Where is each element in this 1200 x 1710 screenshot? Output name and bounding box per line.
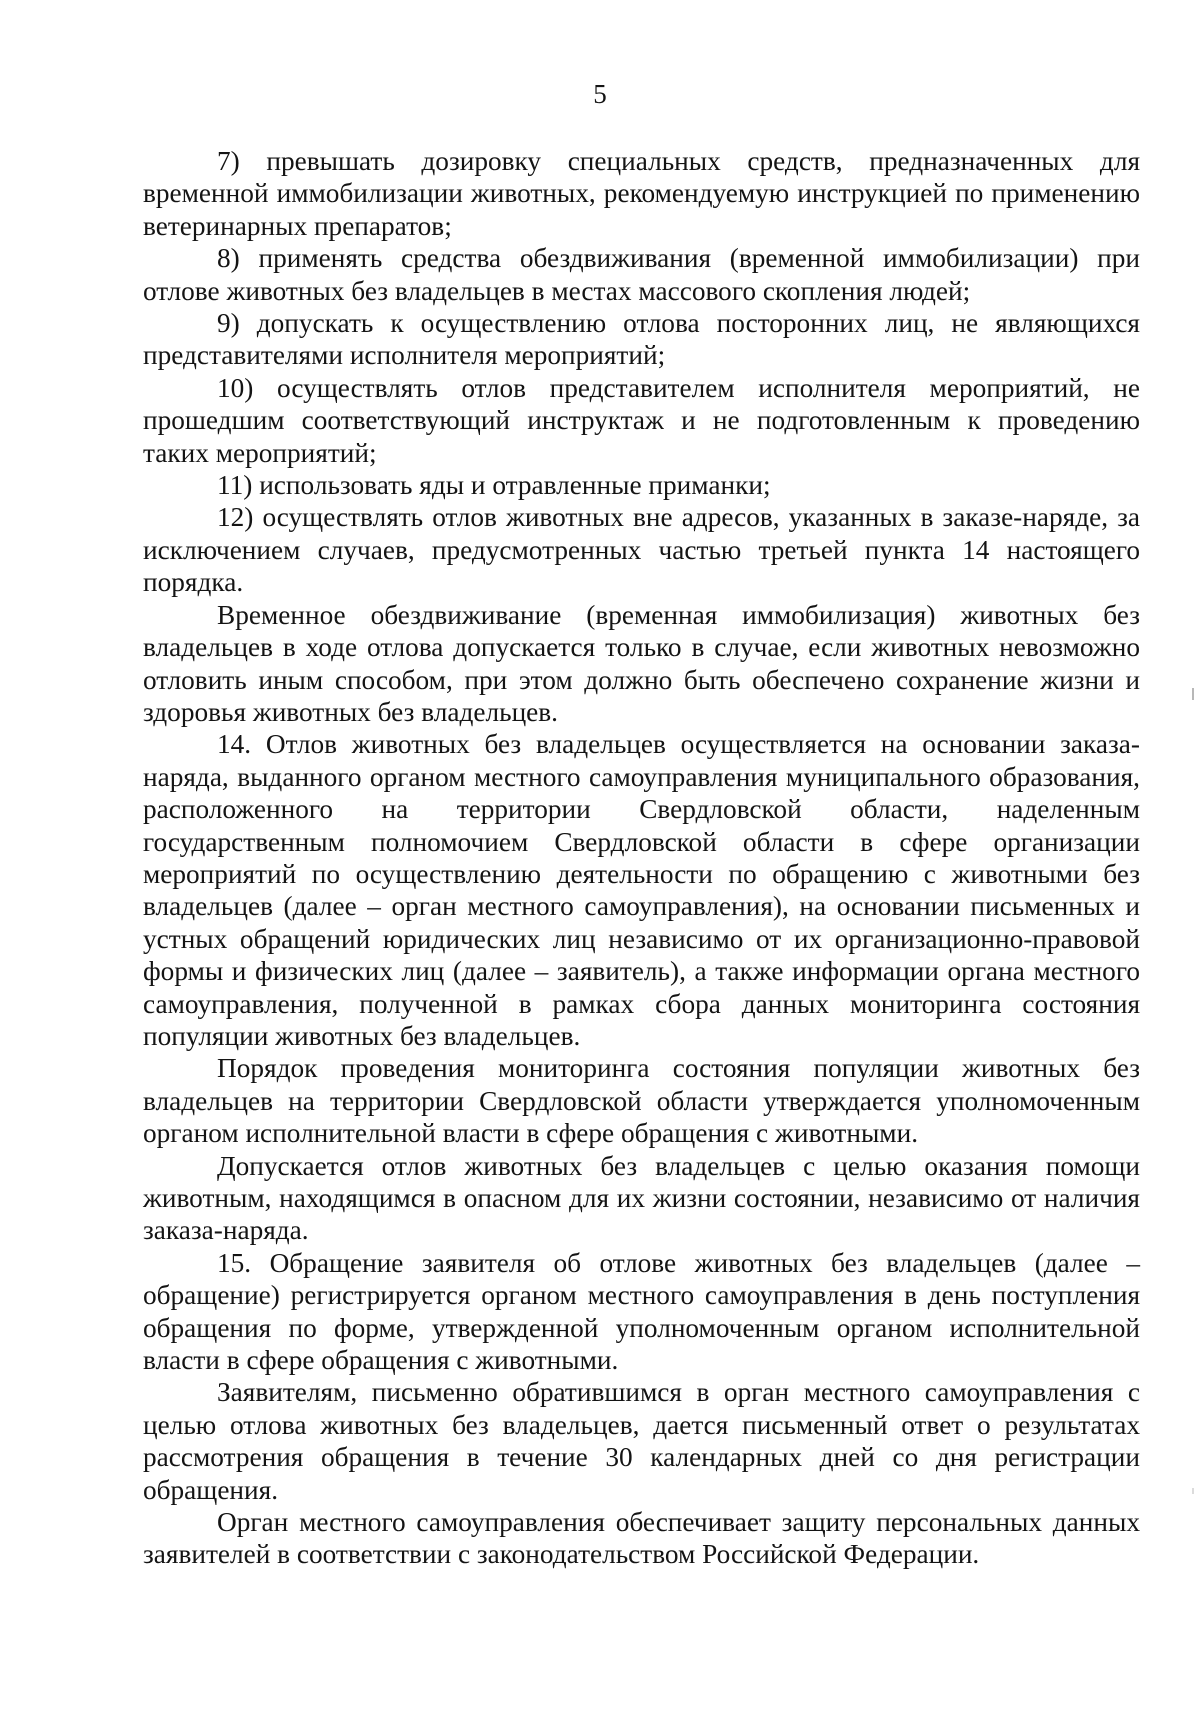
- document-body: [143, 145, 1140, 1571]
- paragraph-monitoring: Порядок проведения мониторинга состояния популяции животных без владельцев на территории Свердловской области утверждается уполномоченным органом исполнительной власти в сфере обращения с животными.: [143, 1053, 1140, 1149]
- scan-edge-mark: [1192, 1488, 1194, 1494]
- paragraph-immobilization: Временное обездвиживание (временная иммобилизация) животных без владельцев в ходе отлова допускается только в случае, если животных невозможно отловить иным способом, при этом должно быть обеспечено сохранение жизни и здоровья животных без владельцев.: [143, 599, 1140, 727]
- list-item-9: 9) допускать к осуществлению отлова посторонних лиц, не являющихся представителями исполнителя мероприятий;: [143, 308, 1140, 371]
- list-item-8: 8) применять средства обездвиживания (временной иммобилизации) при отлове животных без владельцев в местах массового скопления людей;: [143, 243, 1140, 306]
- section-14: 14. Отлов животных без владельцев осуществляется на основании заказа-наряда, выданного органом местного самоуправления муниципального образования, расположенного на территории Свердловской области, наделенным государственным полномочием Свердловской области в сфере организации мероприятий по осуществлению деятельности по обращению с животными без владельцев (далее – орган местного самоуправления), на основании письменных и устных обращений юридических лиц независимо от их организационно-правовой формы и физических лиц (далее – заявитель), а также информации органа местного самоуправления, полученной в рамках сбора данных мониторинга состояния популяции животных без владельцев.: [143, 729, 1140, 1051]
- paragraph-written-response: Заявителям, письменно обратившимся в орган местного самоуправления с целью отлова животных без владельцев, дается письменный ответ о результатах рассмотрения обращения в течение 30 календарных дней со дня регистрации обращения.: [143, 1377, 1140, 1505]
- list-item-10: 10) осуществлять отлов представителем исполнителя мероприятий, не прошедшим соответствующий инструктаж и не подготовленным к проведению таких мероприятий;: [143, 372, 1140, 468]
- paragraph-personal-data: Орган местного самоуправления обеспечивает защиту персональных данных заявителей в соответствии с законодательством Российской Федерации.: [143, 1507, 1140, 1570]
- paragraph-assistance: Допускается отлов животных без владельцев с целью оказания помощи животным, находящимся в опасном для их жизни состоянии, независимо от наличия заказа-наряда.: [143, 1150, 1140, 1246]
- section-15: 15. Обращение заявителя об отлове животных без владельцев (далее – обращение) регистрируется органом местного самоуправления в день поступления обращения по форме, утвержденной уполномоченным органом исполнительной власти в сфере обращения с животными.: [143, 1247, 1140, 1376]
- list-item-7: 7) превышать дозировку специальных средств, предназначенных для временной иммобилизации животных, рекомендуемую инструкцией по применению ветеринарных препаратов;: [143, 146, 1140, 241]
- list-item-11: 11) использовать яды и отравленные приманки;: [217, 470, 771, 501]
- scan-edge-mark: [1192, 688, 1194, 700]
- list-item-12: 12) осуществлять отлов животных вне адресов, указанных в заказе-наряде, за исключением случаев, предусмотренных частью третьей пункта 14 настоящего порядка.: [143, 502, 1140, 598]
- page-number: 5: [593, 79, 607, 109]
